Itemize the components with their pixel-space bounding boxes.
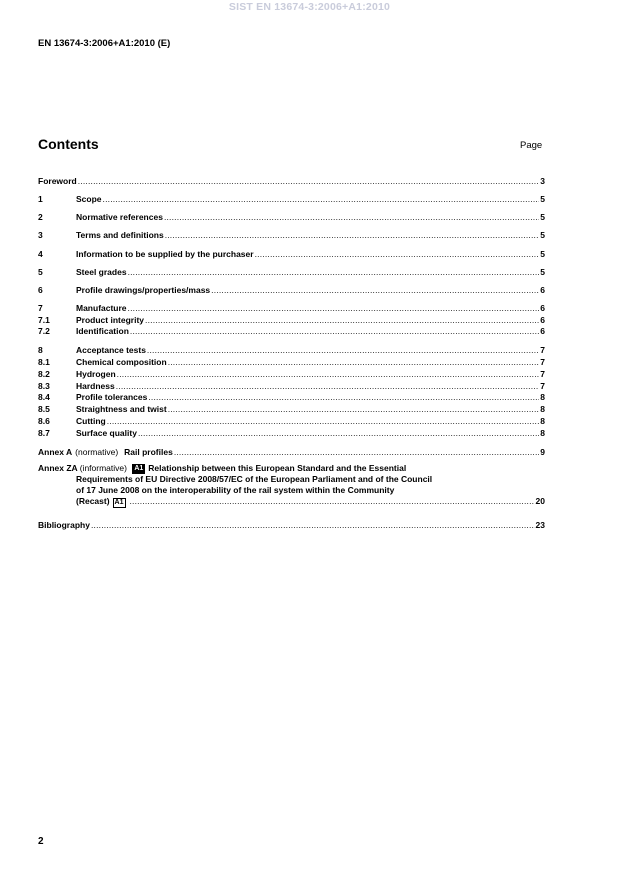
dot-leader xyxy=(255,248,540,260)
toc-entry-title: Bibliography xyxy=(38,520,90,530)
annex-za-label: Annex ZA xyxy=(38,463,78,473)
toc-entry-page: 20 xyxy=(535,496,545,506)
toc-entry-surface-quality[interactable] xyxy=(38,427,545,439)
dot-leader xyxy=(128,266,540,278)
annex-za-line xyxy=(38,463,545,474)
amendment-end-marker: A1 xyxy=(114,499,124,506)
page-number: 2 xyxy=(38,836,44,847)
dot-leader xyxy=(148,391,539,403)
toc-entry-page: 23 xyxy=(535,520,545,530)
annex-za-title-line4: (Recast) xyxy=(76,496,110,506)
toc-entry-page: 7 xyxy=(540,369,545,379)
toc-entry-page: 5 xyxy=(540,267,545,277)
annex-za-last-line xyxy=(38,496,545,508)
dot-leader xyxy=(117,368,540,380)
toc-entry-page: 8 xyxy=(540,428,545,438)
toc-entry-annex-a[interactable] xyxy=(38,446,545,458)
watermark: SIST EN 13674-3:2006+A1:2010 xyxy=(228,1,391,13)
toc-entry-page: 3 xyxy=(540,176,545,186)
toc-entry-page: 6 xyxy=(540,315,545,325)
toc-entry-annex-za[interactable] xyxy=(38,463,545,508)
toc-entry-number: 8.5 xyxy=(38,404,50,414)
dot-leader xyxy=(107,415,540,427)
toc-entry-title: Cutting xyxy=(76,416,106,426)
dot-leader xyxy=(147,344,539,356)
toc-entry-title: Acceptance tests xyxy=(76,345,146,355)
toc-entry-chemical-composition[interactable] xyxy=(38,356,545,368)
toc-entry-title: Terms and definitions xyxy=(76,230,164,240)
toc-entry-page: 5 xyxy=(540,230,545,240)
toc-entry-title: Scope xyxy=(76,194,102,204)
toc-entry-title: Information to be supplied by the purchaser xyxy=(76,249,254,259)
toc-entry-title: Profile drawings/properties/mass xyxy=(76,285,211,295)
toc-entry-title: Profile tolerances xyxy=(76,392,148,402)
toc-entry-title: Manufacture xyxy=(76,303,127,313)
toc-entry-terms-and-definitions[interactable] xyxy=(38,229,545,241)
dot-leader xyxy=(91,519,535,531)
toc-entry-number: 5 xyxy=(38,267,43,277)
toc-entry-number: 4 xyxy=(38,249,43,259)
toc-entry-number: 8.6 xyxy=(38,416,50,426)
toc-entry-information-purchaser[interactable] xyxy=(38,248,545,260)
toc-entry-normative-references[interactable] xyxy=(38,211,545,223)
dot-leader xyxy=(103,193,540,205)
toc-entry-number: 1 xyxy=(38,194,43,204)
toc-entry-manufacture[interactable] xyxy=(38,302,545,314)
toc-entry-title: Foreword xyxy=(38,176,77,186)
toc-entry-page: 7 xyxy=(540,357,545,367)
toc-entry-number: 7.1 xyxy=(38,315,50,325)
toc-entry-page: 5 xyxy=(540,194,545,204)
toc-entry-title: Hardness xyxy=(76,381,115,391)
toc-entry-page: 7 xyxy=(540,345,545,355)
toc-entry-number: 8.3 xyxy=(38,381,50,391)
toc-entry-bibliography[interactable] xyxy=(38,519,545,531)
toc-entry-page: 8 xyxy=(540,416,545,426)
toc-entry-profile-drawings[interactable] xyxy=(38,284,545,296)
document-id: EN 13674-3:2006+A1:2010 (E) xyxy=(38,38,171,49)
toc-entry-page: 5 xyxy=(540,212,545,222)
amendment-start-marker: A1 xyxy=(134,464,144,472)
toc-entry-straightness-twist[interactable] xyxy=(38,403,545,415)
toc-entry-number: 8.7 xyxy=(38,428,50,438)
dot-leader xyxy=(138,427,539,439)
toc-entry-page: 8 xyxy=(540,392,545,402)
toc-entry-page: 6 xyxy=(540,303,545,313)
dot-leader xyxy=(168,356,540,368)
toc-entry-page: 5 xyxy=(540,249,545,259)
annex-za-title-line1: Relationship between this European Standard and the Essential xyxy=(148,463,407,473)
toc-entry-number: 7 xyxy=(38,303,43,313)
page-column-label: Page xyxy=(520,140,543,151)
toc-entry-hydrogen[interactable] xyxy=(38,368,545,380)
dot-leader xyxy=(78,175,540,187)
annex-za-title-line3: of 17 June 2008 on the interoperability of the rail system within the Community xyxy=(76,485,395,495)
toc-entry-page: 6 xyxy=(540,326,545,336)
annex-a-type: (normative) xyxy=(75,447,119,457)
dot-leader xyxy=(164,211,539,223)
toc-entry-title: Normative references xyxy=(76,212,163,222)
toc-entry-number: 8.1 xyxy=(38,357,50,367)
toc-entry-foreword[interactable] xyxy=(38,175,545,187)
dot-leader xyxy=(211,284,539,296)
annex-a-title: Rail profiles xyxy=(124,447,173,457)
annex-a-label: Annex A xyxy=(38,447,73,457)
toc-entry-identification[interactable] xyxy=(38,325,545,337)
toc-entry-title: Hydrogen xyxy=(76,369,116,379)
toc-entry-title: Chemical composition xyxy=(76,357,167,367)
toc-entry-number: 6 xyxy=(38,285,43,295)
toc-entry-title: Identification xyxy=(76,326,129,336)
toc-entry-page: 7 xyxy=(540,381,545,391)
toc-entry-steel-grades[interactable] xyxy=(38,266,545,278)
contents-title: Contents xyxy=(38,136,99,152)
dot-leader xyxy=(130,496,535,507)
dot-leader xyxy=(165,229,540,241)
toc-entry-scope[interactable] xyxy=(38,193,545,205)
annex-za-title-line2: Requirements of EU Directive 2008/57/EC of the European Parliament and of the Council xyxy=(76,474,433,484)
toc-entry-title: Surface quality xyxy=(76,428,137,438)
annex-za-type: (informative) xyxy=(79,463,127,473)
toc-entry-title: Steel grades xyxy=(76,267,127,277)
toc-entry-profile-tolerances[interactable] xyxy=(38,391,545,403)
toc-entry-acceptance-tests[interactable] xyxy=(38,344,545,356)
dot-leader xyxy=(174,446,539,458)
toc-entry-cutting[interactable] xyxy=(38,415,545,427)
toc-entry-number: 8.2 xyxy=(38,369,50,379)
toc-entry-page: 8 xyxy=(540,404,545,414)
toc-entry-number: 8.4 xyxy=(38,392,50,402)
toc-entry-number: 2 xyxy=(38,212,43,222)
toc-entry-title: Straightness and twist xyxy=(76,404,167,414)
toc-entry-number: 7.2 xyxy=(38,326,50,336)
toc-entry-page: 6 xyxy=(540,285,545,295)
dot-leader xyxy=(128,302,540,314)
dot-leader xyxy=(130,325,539,337)
toc-entry-title: Product integrity xyxy=(76,315,145,325)
toc-entry-number: 8 xyxy=(38,345,43,355)
toc-entry-page: 9 xyxy=(540,447,545,457)
dot-leader xyxy=(168,403,540,415)
toc-entry-number: 3 xyxy=(38,230,43,240)
